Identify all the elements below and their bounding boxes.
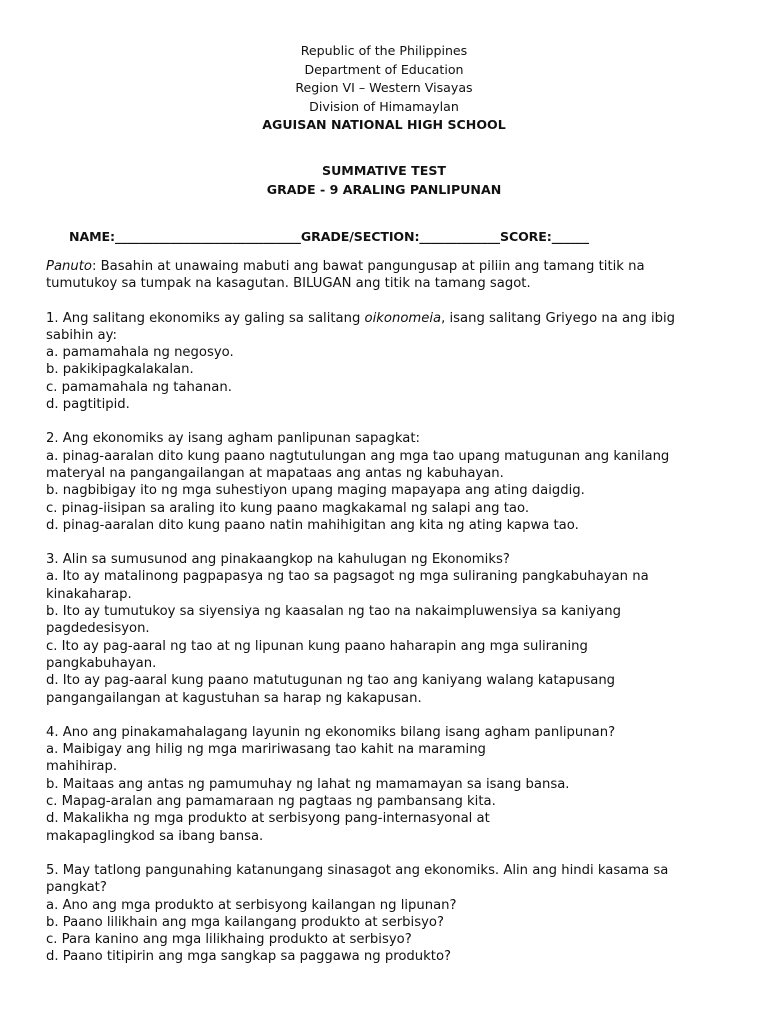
question-4-choice-d[interactable]: d. Makalikha ng mga produkto at serbisyong pang-internasyonal at xyxy=(46,811,490,827)
question-3-choice-a-cont[interactable]: kinakaharap. xyxy=(46,586,132,602)
test-title-block xyxy=(0,162,768,199)
question-3-choice-d[interactable]: d. Ito ay pag-aaral kung paano matutugunan ng tao ang kaniyang walang katapusang xyxy=(46,673,616,689)
instructions-line-1: : Basahin at unawaing mabuti ang bawat pangungusap at piliin ang tamang titik na xyxy=(92,259,645,274)
question-2-choice-d[interactable]: d. pinag-aaralan dito kung paano natin mahihigitan ang kita ng ating kapwa tao. xyxy=(46,517,579,533)
question-1-choice-c[interactable]: c. pamamahala ng tahanan. xyxy=(46,379,232,395)
test-body xyxy=(46,258,726,966)
question-3-choice-a[interactable]: a. Ito ay matalinong pagpapasya ng tao sa pagsagot ng mga suliraning pangkabuhayan na xyxy=(46,569,649,585)
question-5-choice-d[interactable]: d. Paano titipirin ang mga sangkap sa paggawa ng produkto? xyxy=(46,949,452,965)
question-4-choice-d-cont[interactable]: makapaglingkod sa ibang bansa. xyxy=(46,828,264,844)
question-2 xyxy=(46,430,726,534)
question-2-choice-b[interactable]: b. nagbibigay ito ng mga suhestiyon upang maging mapayapa ang ating daigdig. xyxy=(46,483,585,499)
question-5-choice-b[interactable]: b. Paano lilikhain ang mga kailangang produkto at serbisyo? xyxy=(46,914,444,930)
question-5 xyxy=(46,862,726,966)
question-3-choice-b[interactable]: b. Ito ay tumutukoy sa siyensiya ng kaasalan ng tao na nakaimpluwensiya sa kaniyang xyxy=(46,604,621,620)
question-5-choice-c[interactable]: c. Para kanino ang mga lilikhaing produkto at serbisyo? xyxy=(46,932,412,948)
question-3-choice-d-cont[interactable]: pangangailangan at kagustuhan sa harap ng kakapusan. xyxy=(46,690,422,706)
school-name: AGUISAN NATIONAL HIGH SCHOOL xyxy=(262,117,506,132)
question-4-stem: 4. Ano ang pinakamahalagang layunin ng ekonomiks bilang isang agham panlipunan? xyxy=(46,724,616,740)
question-3 xyxy=(46,551,726,707)
question-3-choice-c-cont[interactable]: pangkabuhayan. xyxy=(46,655,157,671)
question-4-choice-a-cont[interactable]: mahihirap. xyxy=(46,759,118,775)
name-blank[interactable]: ______________________________ xyxy=(114,229,301,244)
test-subtitle: GRADE - 9 ARALING PANLIPUNAN xyxy=(266,181,502,197)
question-4-choice-b[interactable]: b. Maitaas ang antas ng pamumuhay ng lahat ng mamamayan sa isang bansa. xyxy=(46,776,570,792)
name-label: NAME: xyxy=(69,229,115,244)
question-5-stem: 5. May tatlong pangunahing katanungang sinasagot ang ekonomiks. Alin ang hindi kasama sa xyxy=(46,862,669,878)
question-2-choice-c[interactable]: c. pinag-iisipan sa araling ito kung paano magkakamal ng salapi ang tao. xyxy=(46,500,530,516)
document-header xyxy=(0,42,768,135)
question-4 xyxy=(46,724,726,845)
question-5-choice-a[interactable]: a. Ano ang mga produkto at serbisyong kailangan ng lipunan? xyxy=(46,897,457,913)
question-1 xyxy=(46,310,726,414)
score-blank[interactable]: ______ xyxy=(551,229,589,244)
student-info-fields xyxy=(69,229,709,244)
question-1-choice-d[interactable]: d. pagtitipid. xyxy=(46,397,130,413)
test-title: SUMMATIVE TEST xyxy=(322,163,446,178)
question-3-stem: 3. Alin sa sumusunod ang pinakaangkop na kahulugan ng Ekonomiks? xyxy=(46,552,510,568)
instructions xyxy=(46,258,726,293)
term-oikonomeia: oikonomeia xyxy=(364,310,442,326)
question-3-choice-b-cont[interactable]: pagdedesisyon. xyxy=(46,621,150,637)
question-2-choice-a[interactable]: a. pinag-aaralan dito kung paano nagtutulungan ang mga tao upang matugunan ang kanilang xyxy=(46,448,670,464)
question-4-choice-a[interactable]: a. Maibigay ang hilig ng mga maririwasang tao kahit na maraming xyxy=(46,742,486,758)
instructions-label: Panuto xyxy=(46,259,92,274)
grade-section-blank[interactable]: _____________ xyxy=(419,229,500,244)
question-2-choice-a-cont[interactable]: materyal na pangangailangan at mapataas ang antas ng kabuhayan. xyxy=(46,465,504,481)
instructions-line-2: tumutukoy sa tumpak na kasagutan. BILUGAN ang titik na tamang sagot. xyxy=(46,276,531,292)
question-4-choice-c[interactable]: c. Mapag-aralan ang pamamaraan ng pagtaas ng pambansang kita. xyxy=(46,794,496,810)
question-2-stem: 2. Ang ekonomiks ay isang agham panlipunan sapagkat: xyxy=(46,431,420,447)
header-division: Division of Himamaylan xyxy=(309,98,459,114)
header-department: Department of Education xyxy=(304,61,464,77)
question-3-choice-c[interactable]: c. Ito ay pag-aaral ng tao at ng lipunan kung paano haharapin ang mga suliraning xyxy=(46,638,588,654)
header-republic: Republic of the Philippines xyxy=(300,43,468,58)
question-1-choice-b[interactable]: b. pakikipagkalakalan. xyxy=(46,362,194,378)
question-1-stem: 1. Ang salitang ekonomiks ay galing sa salitang oikonomeia, isang salitang Griyego na ang ibig xyxy=(46,310,676,326)
header-region: Region VI – Western Visayas xyxy=(295,80,473,95)
score-label: SCORE: xyxy=(499,229,552,244)
question-1-stem-cont: sabihin ay: xyxy=(46,327,117,343)
question-1-choice-a[interactable]: a. pamamahala ng negosyo. xyxy=(46,345,234,361)
grade-section-label: GRADE/SECTION: xyxy=(300,229,420,244)
question-5-stem-cont: pangkat? xyxy=(46,880,107,896)
